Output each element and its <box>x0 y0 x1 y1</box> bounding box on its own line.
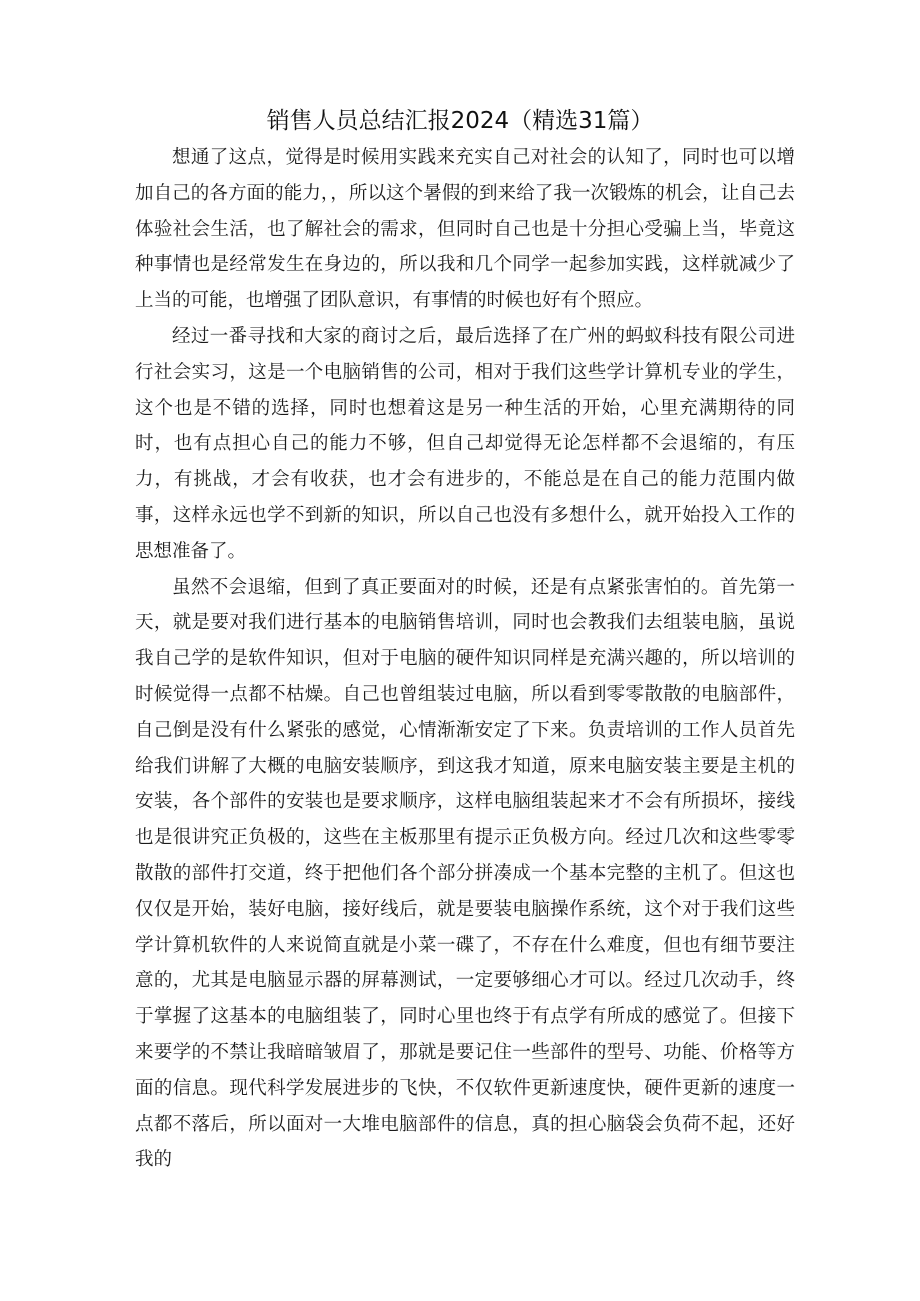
paragraph-3: 虽然不会退缩，但到了真正要面对的时候，还是有点紧张害怕的。首先第一天，就是要对我们进行基本的电脑销售培训，同时也会教我们去组装电脑，虽说我自己学的是软件知识，但对于电脑的硬件知识同样是充满兴趣的，所以培训的时候觉得一点都不枯燥。自己也曾组装过电脑，所以看到零零散散的电脑部件，自己倒是没有什么紧张的感觉，心情渐渐安定了下来。负责培训的工作人员首先给我们讲解了大概的电脑安装顺序，到这我才知道，原来电脑安装主要是主机的安装，各个部件的安装也是要求顺序，这样电脑组装起来才不会有所损坏，接线也是很讲究正负极的，这些在主板那里有提示正负极方向。经过几次和这些零零散散的部件打交道，终于把他们各个部分拼凑成一个基本完整的主机了。但这也仅仅是开始，装好电脑，接好线后，就是要装电脑操作系统，这个对于我们这些学计算机软件的人来说简直就是小菜一碟了，不存在什么难度，但也有细节要注意的，尤其是电脑显示器的屏幕测试，一定要够细心才可以。经过几次动手，终于掌握了这基本的电脑组装了，同时心里也终于有点学有所成的感觉了。但接下来要学的不禁让我暗暗皱眉了，那就是要记住一些部件的型号、功能、价格等方面的信息。现代科学发展进步的飞快，不仅软件更新速度快，硬件更新的速度一点都不落后，所以面对一大堆电脑部件的信息，真的担心脑袋会负荷不起，还好我的 <box>135 576 795 1171</box>
document-title: 销售人员总结汇报2024（精选31篇） <box>266 108 654 134</box>
document-body <box>135 140 795 1178</box>
paragraph-2: 经过一番寻找和大家的商讨之后，最后选择了在广州的蚂蚁科技有限公司进行社会实习，这是一个电脑销售的公司，相对于我们这些学计算机专业的学生，这个也是不错的选择，同时也想着这是另一种生活的开始，心里充满期待的同时，也有点担心自己的能力不够，但自己却觉得无论怎样都不会退缩的，有压力，有挑战，才会有收获，也才会有进步的，不能总是在自己的能力范围内做事，这样永远也学不到新的知识，所以自己也没有多想什么，就开始投入工作的思想准备了。 <box>135 325 795 562</box>
paragraph-1: 想通了这点，觉得是时候用实践来充实自己对社会的认知了，同时也可以增加自己的各方面的能力，，所以这个暑假的到来给了我一次锻炼的机会，让自己去体验社会生活，也了解社会的需求，但同时自己也是十分担心受骗上当，毕竟这种事情也是经常发生在身边的，所以我和几个同学一起参加实践，这样就减少了上当的可能，也增强了团队意识，有事情的时候也好有个照应。 <box>135 147 795 312</box>
